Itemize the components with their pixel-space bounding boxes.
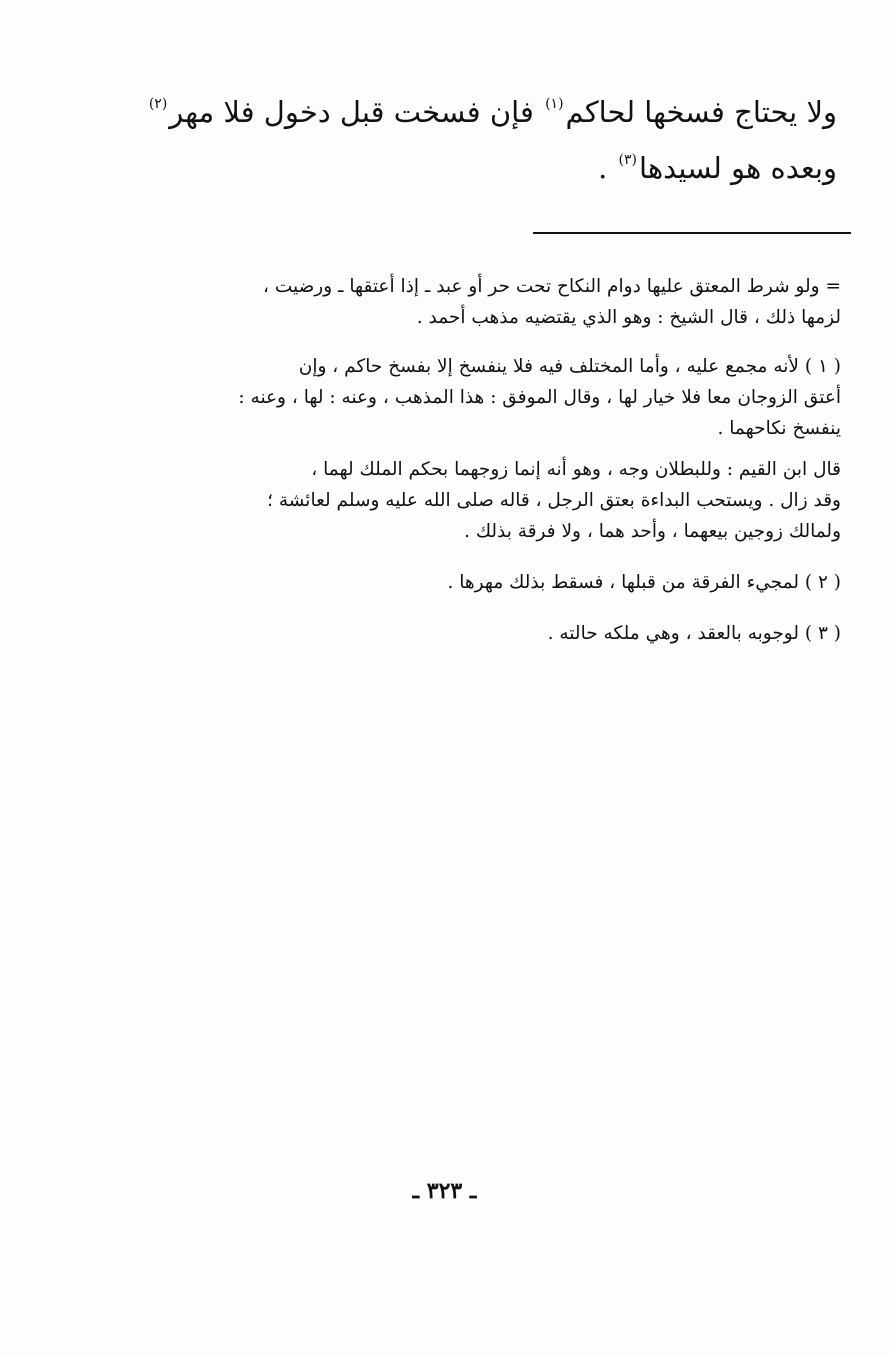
footnote-3 <box>103 618 841 649</box>
footnote-marker: (٣) <box>618 152 637 168</box>
footnote-marker: (٢) <box>148 96 168 112</box>
footnote-2 <box>103 567 841 598</box>
main-text-segment: فإن فسخت قبل دخول فلا مهر <box>169 95 544 129</box>
footnote-line: ( ٢ ) لمجيء الفرقة من قبلها ، فسقط بذلك مهرها . <box>447 572 841 593</box>
footnote-1 <box>103 351 841 444</box>
footnote-line: لزمها ذلك ، قال الشيخ : وهو الذي يقتضيه مذهب أحمد . <box>416 307 841 328</box>
main-text <box>107 84 837 196</box>
footnote-marker: (١) <box>545 96 564 112</box>
footnote-line: وقد زال . ويستحب البداءة بعتق الرجل ، قاله صلى الله عليه وسلم لعائشة ؛ <box>267 490 841 511</box>
footnotes <box>103 271 841 649</box>
main-text-segment: وبعده هو لسيدها <box>638 151 837 185</box>
footnote-line: = ولو شرط المعتق عليها دوام النكاح تحت حر أو عبد ـ إذا أعتقها ـ ورضيت ، <box>262 276 841 297</box>
footnote-line: قال ابن القيم : وللبطلان وجه ، وهو أنه إنما زوجهما بحكم الملك لهما ، <box>311 459 841 480</box>
page-number: ـ ٣٢٣ ـ <box>412 1178 477 1204</box>
footnote-1-continued <box>103 454 841 547</box>
main-text-line <box>107 84 837 140</box>
main-text-segment: . <box>598 151 617 185</box>
footnote-continuation <box>103 271 841 333</box>
main-text-segment: ولا يحتاج فسخها لحاكم <box>565 95 837 129</box>
footnote-line: ( ٣ ) لوجوبه بالعقد ، وهي ملكه حالته . <box>547 623 841 644</box>
main-text-line <box>107 140 837 196</box>
footnote-line: ( ١ ) لأنه مجمع عليه ، وأما المختلف فيه فلا ينفسخ إلا بفسخ حاكم ، وإن <box>298 356 841 377</box>
footnote-line: أعتق الزوجان معا فلا خيار لها ، وقال الموفق : هذا المذهب ، وعنه : لها ، وعنه : <box>238 387 841 408</box>
footnote-line: ينفسخ نكاحهما . <box>717 418 841 439</box>
footnote-divider <box>533 232 851 234</box>
footnote-line: ولمالك زوجين بيعهما ، وأحد هما ، ولا فرقة بذلك . <box>464 521 841 542</box>
